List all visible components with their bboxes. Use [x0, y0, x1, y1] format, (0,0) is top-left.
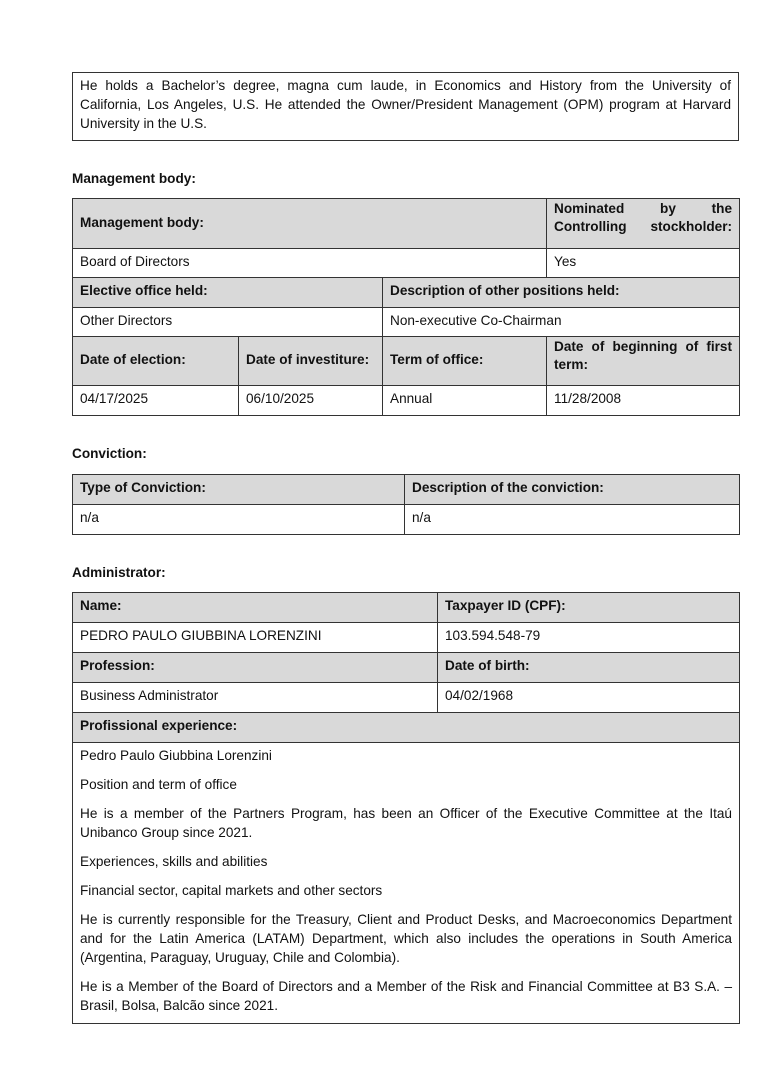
profession-value: Business Administrator: [73, 683, 438, 713]
term-label: Term of office:: [383, 337, 547, 386]
first-term-label: Date of beginning of first term:: [547, 337, 740, 386]
experience-paragraph: Pedro Paulo Giubbina Lorenzini: [80, 748, 272, 763]
cpf-value: 103.594.548-79: [438, 623, 740, 653]
administrator-section-title: Administrator:: [72, 565, 166, 580]
elective-office-label: Elective office held:: [73, 278, 383, 308]
investiture-date-label: Date of investiture:: [239, 337, 383, 386]
birth-date-label: Date of birth:: [438, 653, 740, 683]
election-date-value: 04/17/2025: [73, 386, 239, 416]
elective-office-value: Other Directors: [73, 308, 383, 337]
conviction-section-title: Conviction:: [72, 446, 147, 461]
experience-paragraph: Position and term of office: [80, 777, 237, 792]
administrator-name-label: Name:: [73, 593, 438, 623]
experience-paragraph: He is currently responsible for the Treasury, Client and Product Desks, and Macroeconomics Department and for the Latin America (LATAM) Department, which also includes the operations in South America (Argentina, Paraguay, Uruguay, Chile and Colombia).: [80, 912, 732, 965]
investiture-date-value: 06/10/2025: [239, 386, 383, 416]
administrator-table: [72, 592, 739, 1024]
election-date-label: Date of election:: [73, 337, 239, 386]
experience-paragraph: Financial sector, capital markets and other sectors: [80, 883, 383, 898]
intro-box: [72, 72, 739, 141]
other-positions-label: Description of other positions held:: [383, 278, 740, 308]
management-section-title: Management body:: [72, 171, 196, 186]
term-value: Annual: [383, 386, 547, 416]
nominated-label: Nominated by the Controlling stockholder:: [547, 199, 740, 249]
first-term-value: 11/28/2008: [547, 386, 740, 416]
experience-label: Profissional experience:: [73, 713, 740, 743]
other-positions-value: Non-executive Co-Chairman: [383, 308, 740, 337]
experience-paragraph: He is a member of the Partners Program, has been an Officer of the Executive Committee at the Itaú Unibanco Group since 2021.: [80, 806, 732, 840]
experience-paragraph: He is a Member of the Board of Directors and a Member of the Risk and Financial Committee at B3 S.A. – Brasil, Bolsa, Balcão since 2021.: [80, 979, 732, 1013]
conviction-type-value: n/a: [73, 505, 405, 535]
conviction-description-label: Description of the conviction:: [405, 475, 740, 505]
profession-label: Profession:: [73, 653, 438, 683]
experience-body: [73, 743, 740, 1024]
management-body-label: Management body:: [73, 199, 547, 249]
nominated-value: Yes: [547, 249, 740, 278]
conviction-table: [72, 474, 739, 535]
experience-paragraph: Experiences, skills and abilities: [80, 854, 268, 869]
intro-text: He holds a Bachelor’s degree, magna cum laude, in Economics and History from the University of California, Los Angeles, U.S. He attended the Owner/President Management (OPM) program at Harvard University in the U.S.: [72, 72, 739, 141]
conviction-description-value: n/a: [405, 505, 740, 535]
administrator-name-value: PEDRO PAULO GIUBBINA LORENZINI: [73, 623, 438, 653]
conviction-type-label: Type of Conviction:: [73, 475, 405, 505]
cpf-label: Taxpayer ID (CPF):: [438, 593, 740, 623]
management-body-value: Board of Directors: [73, 249, 547, 278]
management-table: [72, 198, 739, 416]
birth-date-value: 04/02/1968: [438, 683, 740, 713]
